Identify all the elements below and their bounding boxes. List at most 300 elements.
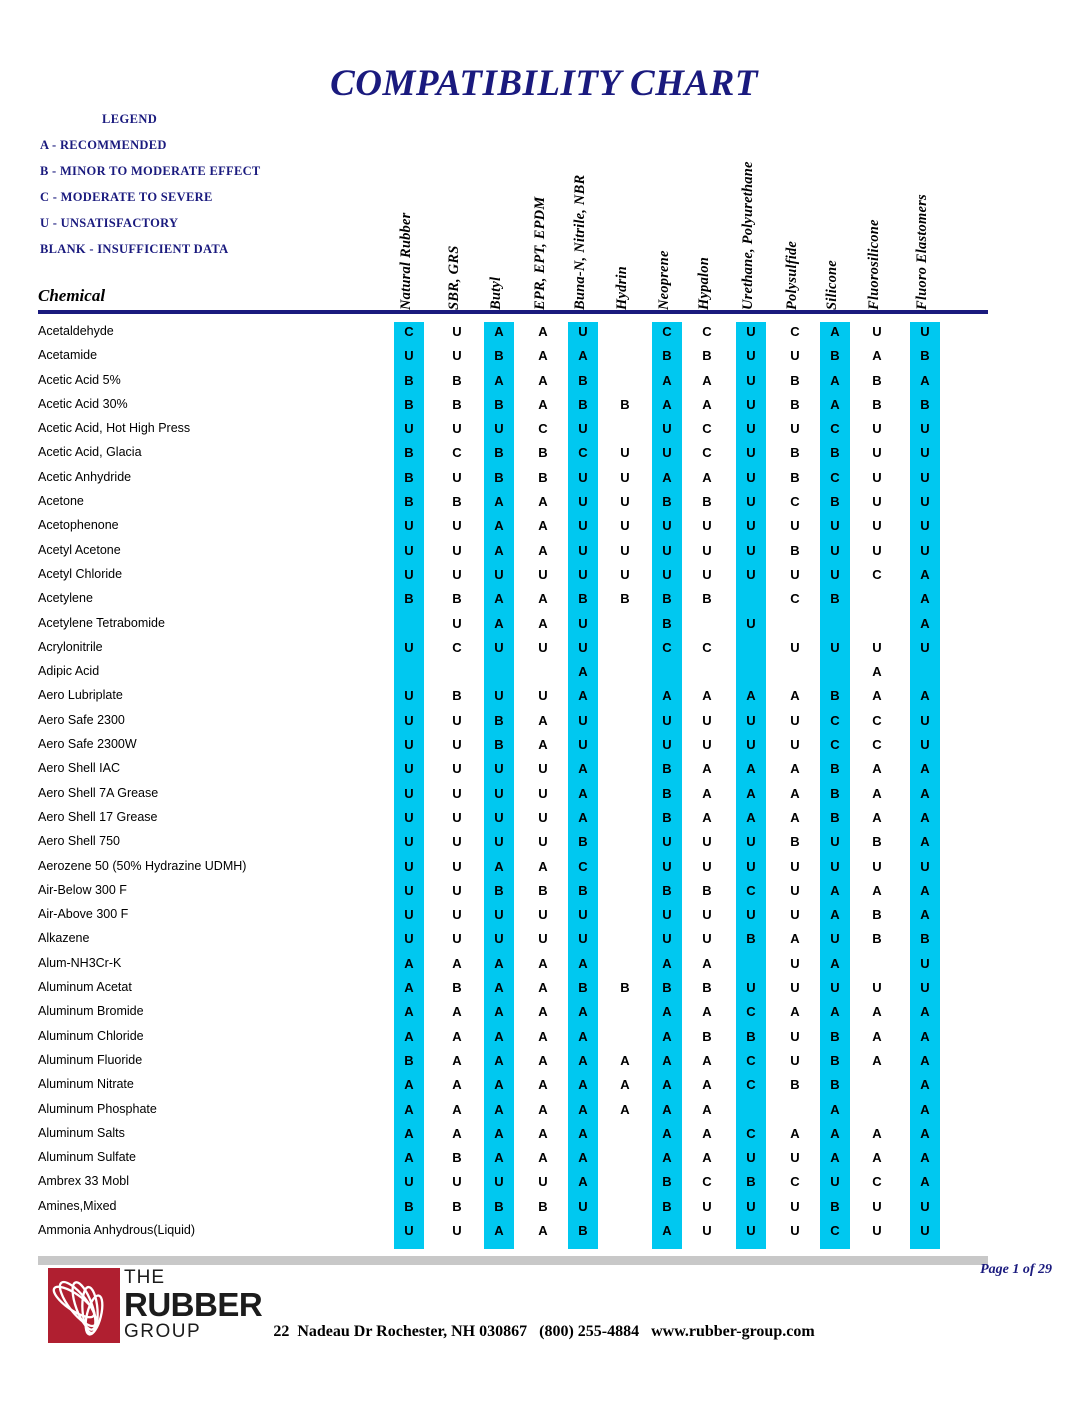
table-row (0, 516, 1088, 540)
rating-cell: U (746, 1198, 756, 1214)
rating-cell: U (790, 955, 800, 971)
rating-cell: C (452, 445, 462, 461)
rating-cell: A (746, 688, 756, 704)
rating-cell: A (920, 1004, 930, 1020)
page-number: Page 1 of 29 (980, 1262, 1052, 1277)
table-row (0, 443, 1088, 467)
rating-cell: U (452, 615, 462, 631)
rating-cell: U (872, 324, 882, 339)
rating-cell: B (702, 494, 712, 510)
table-row (0, 492, 1088, 516)
rating-cell: A (872, 688, 882, 704)
rating-cell: U (746, 518, 756, 534)
rating-cell: U (746, 980, 756, 996)
rating-cell: U (872, 469, 882, 485)
rating-cell: A (702, 372, 712, 388)
rating-cell: A (452, 1052, 462, 1068)
rating-cell: A (578, 761, 588, 777)
rating-cell: U (920, 421, 930, 437)
rating-cell: U (790, 980, 800, 996)
rating-cell: U (702, 712, 712, 728)
rating-cell: A (578, 688, 588, 704)
rating-cell: U (452, 931, 462, 947)
rating-cell: A (702, 1150, 712, 1166)
table-row (0, 322, 1088, 346)
rating-cell: U (404, 737, 414, 753)
rating-cell: B (746, 1028, 756, 1044)
rating-cell: B (662, 809, 672, 825)
rating-cell: U (790, 348, 800, 364)
rating-cell: U (452, 542, 462, 558)
rating-cell: U (830, 858, 840, 874)
rating-cell: C (830, 712, 840, 728)
rating-cell: B (830, 761, 840, 777)
rating-cell: A (830, 1125, 840, 1141)
chemical-name: Alkazene (38, 931, 90, 946)
rating-cell: A (920, 1101, 930, 1117)
rating-cell: B (662, 980, 672, 996)
rating-cell: B (452, 591, 462, 607)
rating-cell: A (538, 324, 548, 339)
rating-cell: A (494, 1077, 504, 1093)
rating-cell: A (662, 1150, 672, 1166)
rating-cell: A (452, 1028, 462, 1044)
rating-cell: A (702, 761, 712, 777)
rating-cell: U (494, 1174, 504, 1190)
rating-cell: C (790, 494, 800, 510)
rating-cell: U (452, 712, 462, 728)
rating-cell: U (578, 615, 588, 631)
rating-cell: B (662, 615, 672, 631)
rating-cell: A (830, 907, 840, 923)
rating-cell: B (494, 1198, 504, 1214)
table-row (0, 784, 1088, 808)
rating-cell: A (790, 688, 800, 704)
rating-cell: C (746, 1004, 756, 1020)
rating-cell: U (620, 542, 630, 558)
rating-cell: B (830, 348, 840, 364)
rating-cell: U (452, 566, 462, 582)
rating-cell: U (790, 737, 800, 753)
rating-cell: A (494, 1052, 504, 1068)
table-row (0, 929, 1088, 953)
table-row (0, 1124, 1088, 1148)
chemical-name: Air-Above 300 F (38, 907, 129, 922)
rating-cell: A (494, 955, 504, 971)
rating-cell: U (920, 469, 930, 485)
rating-cell: A (920, 1174, 930, 1190)
chemical-name: Aluminum Sulfate (38, 1150, 136, 1165)
rating-cell: B (620, 980, 630, 996)
rating-cell: A (538, 518, 548, 534)
chemical-name: Aluminum Acetat (38, 980, 132, 995)
rating-cell: U (790, 1052, 800, 1068)
chemical-name: Aero Shell IAC (38, 761, 120, 776)
rating-cell: U (404, 518, 414, 534)
rating-cell: A (578, 809, 588, 825)
rating-cell: C (790, 591, 800, 607)
rating-cell: A (920, 566, 930, 582)
rating-cell: U (578, 712, 588, 728)
table-row (0, 638, 1088, 662)
rating-cell: B (494, 469, 504, 485)
rating-cell: A (830, 324, 840, 339)
rating-cell: A (872, 761, 882, 777)
table-row (0, 1197, 1088, 1221)
rating-cell: U (702, 834, 712, 850)
rating-cell: A (578, 1125, 588, 1141)
column-headers (0, 110, 1088, 310)
rating-cell: B (578, 591, 588, 607)
rating-cell: U (620, 566, 630, 582)
rating-cell: U (404, 421, 414, 437)
rating-cell: A (872, 1125, 882, 1141)
rating-cell: U (452, 348, 462, 364)
chemical-name: Adipic Acid (38, 664, 100, 679)
rating-cell: U (702, 737, 712, 753)
chemical-name: Acetyl Chloride (38, 566, 123, 581)
rating-cell: U (452, 469, 462, 485)
legend-entry-b: B - MINOR TO MODERATE EFFECT (40, 164, 261, 178)
rating-cell: C (746, 1052, 756, 1068)
rating-cell: U (404, 639, 414, 655)
rating-cell: B (830, 809, 840, 825)
column-header-7: Hypalon (696, 257, 712, 310)
rating-cell: A (662, 688, 672, 704)
rating-cell: A (790, 785, 800, 801)
rating-cell: B (790, 1077, 800, 1093)
rating-cell: A (662, 1101, 672, 1117)
rating-cell: U (790, 1150, 800, 1166)
rating-cell: B (702, 882, 712, 898)
rating-cell: A (404, 980, 414, 996)
rating-cell: B (746, 931, 756, 947)
rating-cell: U (790, 1028, 800, 1044)
rating-cell: B (452, 494, 462, 510)
rating-cell: U (790, 1222, 800, 1238)
rating-cell: A (494, 1222, 504, 1238)
rating-cell: A (830, 1101, 840, 1117)
rating-cell: U (452, 518, 462, 534)
rating-cell: B (578, 980, 588, 996)
rating-cell: A (494, 858, 504, 874)
rating-cell: A (494, 1101, 504, 1117)
rating-cell: U (662, 712, 672, 728)
chemical-name: Acetaldehyde (38, 324, 114, 338)
rating-cell: U (920, 324, 930, 339)
rating-cell: B (790, 396, 800, 412)
rating-cell: A (790, 1004, 800, 1020)
table-row (0, 371, 1088, 395)
rating-cell: U (790, 882, 800, 898)
compatibility-table (0, 322, 1088, 1245)
rating-cell: A (578, 1077, 588, 1093)
rating-cell: U (404, 882, 414, 898)
rating-cell: C (746, 882, 756, 898)
column-header-3: EPR, EPT, EPDM (532, 196, 548, 310)
rating-cell: C (746, 1077, 756, 1093)
rating-cell: U (404, 907, 414, 923)
rating-cell: A (538, 494, 548, 510)
rating-cell: A (920, 882, 930, 898)
rating-cell: B (702, 980, 712, 996)
rating-cell: B (830, 445, 840, 461)
rating-cell: A (790, 931, 800, 947)
table-row (0, 1002, 1088, 1026)
rating-cell: A (538, 615, 548, 631)
rating-cell: A (404, 1125, 414, 1141)
rating-cell: U (538, 809, 548, 825)
rating-cell: A (872, 882, 882, 898)
rating-cell: B (702, 591, 712, 607)
rating-cell: B (452, 688, 462, 704)
rating-cell: U (452, 834, 462, 850)
rating-cell: C (662, 639, 672, 655)
rating-cell: U (746, 907, 756, 923)
chemical-name: Aero Lubriplate (38, 688, 123, 703)
rating-cell: C (452, 639, 462, 655)
chemical-name: Acetophenone (38, 518, 119, 533)
rating-cell: A (702, 688, 712, 704)
rating-cell: U (830, 931, 840, 947)
table-row (0, 978, 1088, 1002)
table-row (0, 905, 1088, 929)
table-row (0, 346, 1088, 370)
rating-cell: B (662, 494, 672, 510)
rating-cell: U (662, 907, 672, 923)
rating-cell: A (872, 809, 882, 825)
rating-cell: U (702, 907, 712, 923)
rating-cell: A (702, 469, 712, 485)
rating-cell: A (620, 1101, 630, 1117)
chemical-name: Aluminum Bromide (38, 1004, 144, 1019)
rating-cell: A (702, 1077, 712, 1093)
rating-cell: C (702, 1174, 712, 1190)
column-header-8: Urethane, Polyurethane (740, 161, 756, 310)
chemical-name: Acetone (38, 494, 84, 509)
rating-cell: U (538, 834, 548, 850)
column-header-4: Buna-N, Nitrile, NBR (572, 174, 588, 310)
table-row (0, 686, 1088, 710)
rating-cell: A (404, 1028, 414, 1044)
rating-cell: B (404, 1052, 414, 1068)
rating-cell: A (538, 396, 548, 412)
rating-cell: A (494, 1125, 504, 1141)
rating-cell: C (702, 639, 712, 655)
rating-cell: U (578, 639, 588, 655)
rating-cell: A (830, 1004, 840, 1020)
rating-cell: A (790, 809, 800, 825)
table-row (0, 662, 1088, 686)
rating-cell: U (620, 445, 630, 461)
chemical-name: Acetic Acid 5% (38, 372, 121, 387)
rating-cell: A (538, 712, 548, 728)
logo-line-group: GROUP (124, 1321, 202, 1342)
rating-cell: U (404, 542, 414, 558)
rating-cell: A (920, 1125, 930, 1141)
rating-cell: B (872, 372, 882, 388)
rating-cell: U (404, 809, 414, 825)
rating-cell: A (872, 1004, 882, 1020)
rating-cell: A (662, 1052, 672, 1068)
rating-cell: U (872, 494, 882, 510)
rating-cell: A (872, 1052, 882, 1068)
rating-cell: B (538, 882, 548, 898)
rating-cell: A (538, 1125, 548, 1141)
table-row (0, 1027, 1088, 1051)
rating-cell: U (662, 834, 672, 850)
rating-cell: U (702, 518, 712, 534)
rating-cell: U (404, 858, 414, 874)
rating-cell: U (538, 639, 548, 655)
rating-cell: U (494, 688, 504, 704)
legend-entry-a: A - RECOMMENDED (40, 138, 167, 152)
rating-cell: U (452, 324, 462, 339)
rating-cell: B (830, 1198, 840, 1214)
chemical-name: Alum-NH3Cr-K (38, 955, 122, 970)
rating-cell: A (494, 591, 504, 607)
rating-cell: U (790, 1198, 800, 1214)
chemical-name: Acetyl Acetone (38, 542, 121, 557)
rating-cell: A (702, 1052, 712, 1068)
rating-cell: A (790, 761, 800, 777)
chemical-name: Aluminum Chloride (38, 1028, 144, 1043)
rating-cell: B (830, 785, 840, 801)
rating-cell: C (702, 421, 712, 437)
rating-cell: B (920, 348, 930, 364)
rating-cell: A (920, 372, 930, 388)
rating-cell: U (746, 494, 756, 510)
rating-cell: U (404, 931, 414, 947)
rating-cell: C (702, 445, 712, 461)
rating-cell: U (494, 566, 504, 582)
rating-cell: U (790, 518, 800, 534)
rating-cell: A (578, 1052, 588, 1068)
rating-cell: B (830, 1077, 840, 1093)
rating-cell: A (662, 372, 672, 388)
rating-cell: U (790, 639, 800, 655)
rating-cell: U (404, 566, 414, 582)
rating-cell: C (830, 421, 840, 437)
rating-cell: U (746, 469, 756, 485)
rating-cell: A (538, 1004, 548, 1020)
rating-cell: A (538, 1222, 548, 1238)
rating-cell: B (662, 348, 672, 364)
rating-cell: C (872, 712, 882, 728)
rating-cell: U (538, 1174, 548, 1190)
rating-cell: B (404, 372, 414, 388)
rating-cell: A (578, 1101, 588, 1117)
rating-cell: U (920, 494, 930, 510)
rating-cell: B (830, 494, 840, 510)
rating-cell: U (452, 907, 462, 923)
table-row (0, 589, 1088, 613)
rating-cell: B (872, 396, 882, 412)
legend-entry-u: U - UNSATISFACTORY (40, 216, 179, 230)
rating-cell: U (702, 1198, 712, 1214)
rating-cell: U (920, 1198, 930, 1214)
rating-cell: C (830, 737, 840, 753)
rating-cell: U (746, 421, 756, 437)
rating-cell: U (578, 907, 588, 923)
rating-cell: U (790, 421, 800, 437)
logo-line-the: THE (124, 1267, 165, 1288)
rating-cell: A (578, 664, 588, 680)
rating-cell: U (620, 518, 630, 534)
rating-cell: A (662, 469, 672, 485)
rating-cell: B (404, 396, 414, 412)
rating-cell: A (494, 1004, 504, 1020)
legend-entry-blank: BLANK - INSUFFICIENT DATA (40, 242, 229, 256)
rating-cell: B (662, 785, 672, 801)
chemical-name: Air-Below 300 F (38, 882, 127, 897)
column-header-6: Neoprene (656, 250, 672, 310)
rating-cell: A (538, 372, 548, 388)
rating-cell: B (404, 591, 414, 607)
rating-cell: A (662, 1028, 672, 1044)
rating-cell: U (662, 518, 672, 534)
rating-cell: A (872, 1150, 882, 1166)
rating-cell: C (578, 445, 588, 461)
rating-cell: A (702, 809, 712, 825)
row-header-label: Chemical (38, 286, 106, 305)
rating-cell: B (578, 1222, 588, 1238)
rating-cell: A (620, 1052, 630, 1068)
rating-cell: B (538, 445, 548, 461)
rating-cell: U (452, 858, 462, 874)
rating-cell: U (746, 615, 756, 631)
rating-cell: B (620, 591, 630, 607)
rating-cell: B (494, 712, 504, 728)
rating-cell: A (494, 372, 504, 388)
rating-cell: U (662, 445, 672, 461)
chemical-name: Aero Safe 2300 (38, 712, 125, 727)
chemical-name: Acetic Acid, Hot High Press (38, 421, 191, 436)
rating-cell: A (920, 785, 930, 801)
rating-cell: U (662, 421, 672, 437)
rating-cell: A (578, 785, 588, 801)
rating-cell: A (920, 809, 930, 825)
rating-cell: U (920, 955, 930, 971)
rating-cell: U (872, 1198, 882, 1214)
chemical-name: Aero Shell 750 (38, 834, 121, 849)
rating-cell: U (702, 858, 712, 874)
rating-cell: U (404, 1222, 414, 1238)
table-row (0, 614, 1088, 638)
rating-cell: U (452, 882, 462, 898)
rating-cell: U (578, 1198, 588, 1214)
rating-cell: A (620, 1077, 630, 1093)
rating-cell: A (404, 955, 414, 971)
rating-cell: A (830, 396, 840, 412)
rating-cell: U (790, 907, 800, 923)
rating-cell: U (746, 372, 756, 388)
rating-cell: U (702, 931, 712, 947)
table-row (0, 468, 1088, 492)
rating-cell: C (538, 421, 548, 437)
column-header-11: Fluorosilicone (866, 219, 882, 310)
table-row (0, 808, 1088, 832)
rating-cell: B (790, 469, 800, 485)
column-header-1: SBR, GRS (446, 245, 462, 310)
rating-cell: B (920, 396, 930, 412)
rating-cell: U (830, 1174, 840, 1190)
rating-cell: U (830, 834, 840, 850)
rating-cell: B (746, 1174, 756, 1190)
rating-cell: A (538, 737, 548, 753)
rating-cell: A (404, 1004, 414, 1020)
rating-cell: A (538, 1077, 548, 1093)
